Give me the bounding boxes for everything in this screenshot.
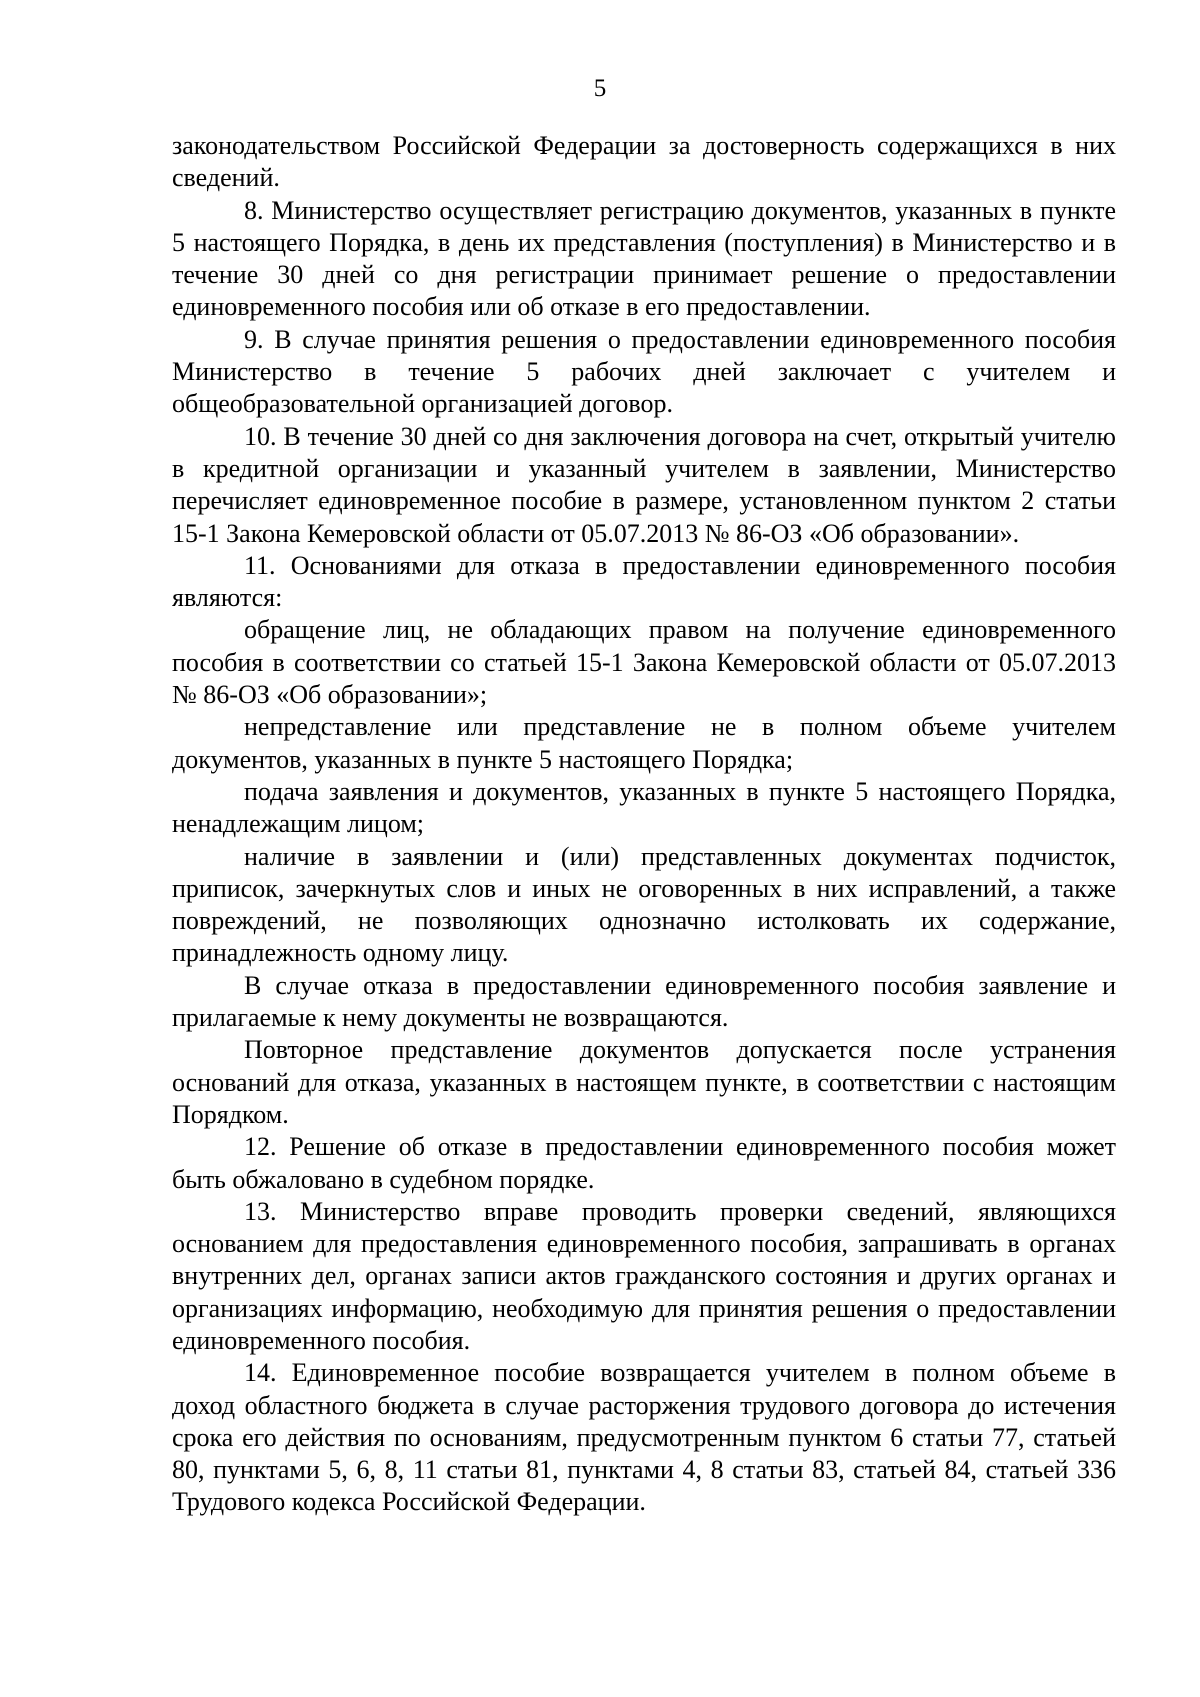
paragraph-item-8: 8. Министерство осуществляет регистрацию документов, указанных в пункте 5 настоящего Порядка, в день их представления (поступления) в Министерство и в течение 30 дней со дня регистрации принимает решение о предоставлении единовременного пособия или об отказе в его предоставлении.: [172, 195, 1116, 322]
paragraph-item-11: 11. Основаниями для отказа в предоставлении единовременного пособия являются:: [172, 550, 1116, 613]
document-body: [172, 130, 1116, 1519]
paragraph-item-9: 9. В случае принятия решения о предоставлении единовременного пособия Министерство в течение 5 рабочих дней заключает с учителем и общеобразовательной организацией договор.: [172, 324, 1116, 419]
paragraph-item-13: 13. Министерство вправе проводить проверки сведений, являющихся основанием для предоставления единовременного пособия, запрашивать в органах внутренних дел, органах записи актов гражданского состояния и других органах и организациях информацию, необходимую для принятия решения о предоставлении единовременного пособия.: [172, 1196, 1116, 1355]
paragraph-item-11-reason-4: наличие в заявлении и (или) представленных документах подчисток, приписок, зачеркнутых слов и иных не оговоренных в них исправлений, а также повреждений, не позволяющих однозначно истолковать их содержание, принадлежность одному лицу.: [172, 841, 1116, 968]
paragraph-item-14: 14. Единовременное пособие возвращается учителем в полном объеме в доход областного бюджета в случае расторжения трудового договора до истечения срока его действия по основаниям, предусмотренным пунктом 6 статьи 77, статьей 80, пунктами 5, 6, 8, 11 статьи 81, пунктами 4, 8 статьи 83, статьей 84, статьей 336 Трудового кодекса Российской Федерации.: [172, 1358, 1116, 1517]
paragraph-item-10: 10. В течение 30 дней со дня заключения договора на счет, открытый учителю в кредитной организации и указанный учителем в заявлении, Министерство перечисляет единовременное пособие в размере, установленном пунктом 2 статьи 15-1 Закона Кемеровской области от 05.07.2013 № 86-ОЗ «Об образовании».: [172, 421, 1116, 548]
paragraph-item-12: 12. Решение об отказе в предоставлении единовременного пособия может быть обжаловано в судебном порядке.: [172, 1132, 1116, 1194]
page-number: 5: [593, 75, 607, 102]
paragraph-item-11-reason-1: обращение лиц, не обладающих правом на получение единовременного пособия в соответствии со статьей 15-1 Закона Кемеровской области от 05.07.2013 № 86-ОЗ «Об образовании»;: [172, 615, 1116, 710]
paragraph-item-11-reason-3: подача заявления и документов, указанных в пункте 5 настоящего Порядка, ненадлежащим лицом;: [172, 776, 1116, 839]
paragraph-continuation: законодательством Российской Федерации за достоверность содержащихся в них сведений.: [172, 131, 1116, 193]
paragraph-item-11-reason-2: непредставление или представление не в полном объеме учителем документов, указанных в пункте 5 настоящего Порядка;: [172, 712, 1116, 774]
paragraph-item-11-refusal-note: В случае отказа в предоставлении единовременного пособия заявление и прилагаемые к нему документы не возвращаются.: [172, 970, 1116, 1033]
paragraph-item-11-resubmission-note: Повторное представление документов допускается после устранения оснований для отказа, указанных в настоящем пункте, в соответствии с настоящим Порядком.: [172, 1035, 1116, 1129]
